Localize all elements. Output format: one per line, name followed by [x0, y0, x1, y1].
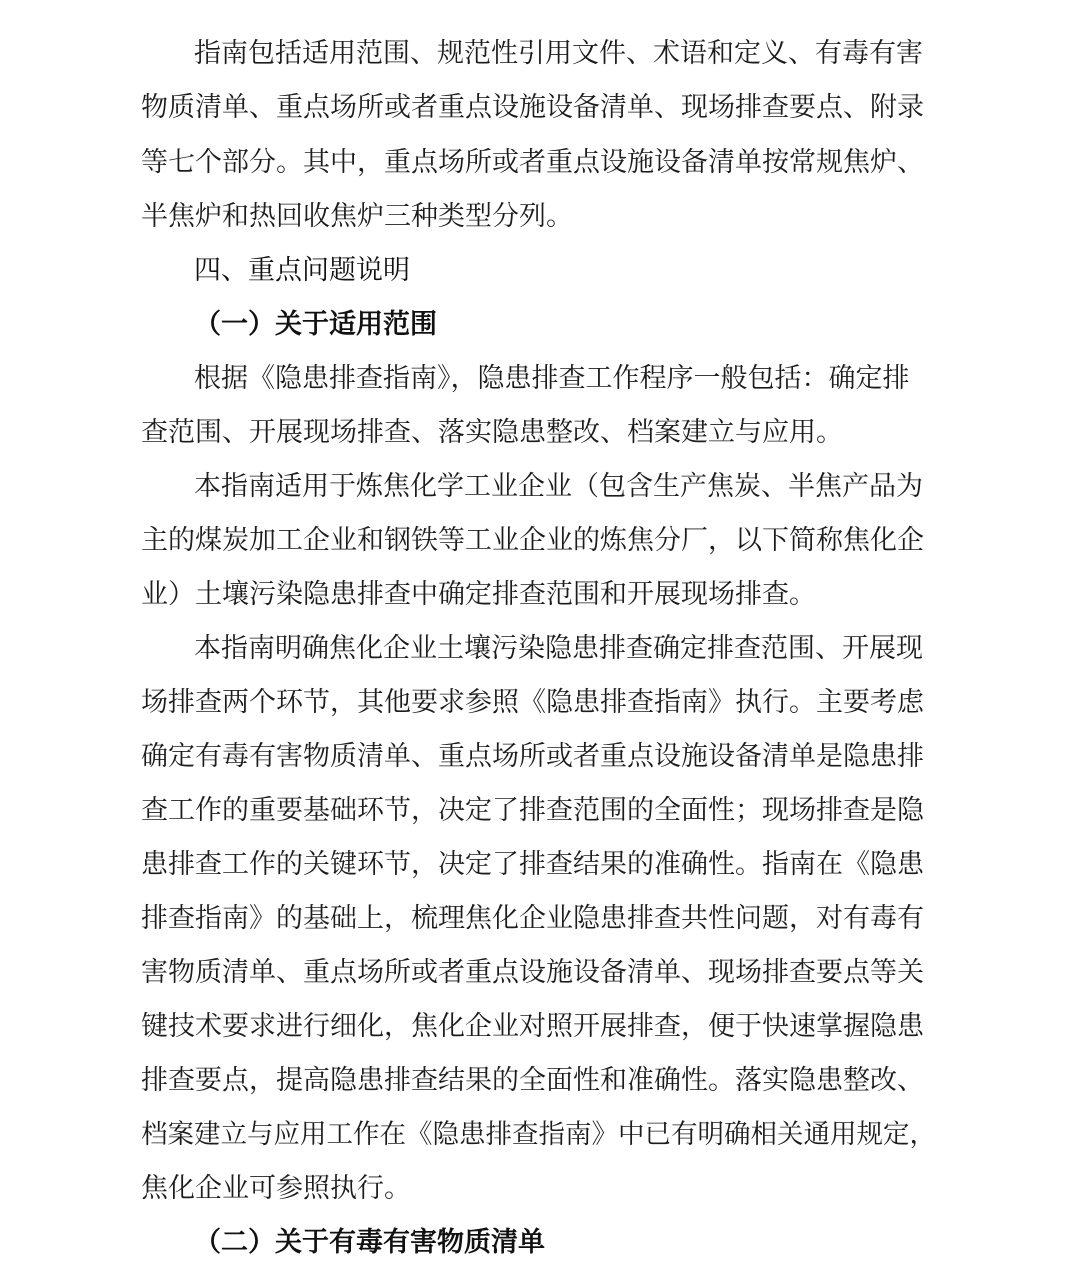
paragraph-line-4-10: 档案建立与应用工作在《隐患排查指南》中已有明确相关通用规定， — [141, 1119, 936, 1150]
paragraph-line-4-11: 焦化企业可参照执行。 — [141, 1173, 411, 1204]
paragraph-line-4-9: 排查要点，提高隐患排查结果的全面性和准确性。落实隐患整改、 — [141, 1065, 924, 1096]
paragraph-line-4-1: 本指南明确焦化企业土壤污染隐患排查确定排查范围、开展现 — [194, 633, 923, 664]
paragraph-line-2-1: 根据《隐患排查指南》，隐患排查工作程序一般包括：确定排 — [194, 363, 910, 394]
section-heading: 四、重点问题说明 — [194, 255, 410, 286]
paragraph-line-3-3: 业）土壤污染隐患排查中确定排查范围和开展现场排查。 — [141, 579, 816, 610]
paragraph-line-4-4: 查工作的重要基础环节，决定了排查范围的全面性；现场排查是隐 — [141, 795, 924, 826]
paragraph-line-4-6: 排查指南》的基础上，梳理焦化企业隐患排查共性问题，对有毒有 — [141, 903, 924, 934]
paragraph-line-1-2: 物质清单、重点场所或者重点设施设备清单、现场排查要点、附录 — [141, 92, 924, 123]
paragraph-line-4-7: 害物质清单、重点场所或者重点设施设备清单、现场排查要点等关 — [141, 957, 924, 988]
paragraph-line-4-5: 患排查工作的关键环节，决定了排查结果的准确性。指南在《隐患 — [141, 849, 924, 880]
paragraph-line-1-1: 指南包括适用范围、规范性引用文件、术语和定义、有毒有害 — [194, 38, 923, 69]
paragraph-line-3-2: 主的煤炭加工企业和钢铁等工业企业的炼焦分厂，以下简称焦化企 — [141, 525, 924, 556]
paragraph-line-1-3: 等七个部分。其中，重点场所或者重点设施设备清单按常规焦炉、 — [141, 147, 924, 178]
subsection-heading-1: （一）关于适用范围 — [194, 309, 437, 340]
paragraph-line-3-1: 本指南适用于炼焦化学工业企业（包含生产焦炭、半焦产品为 — [194, 471, 923, 502]
paragraph-line-1-4: 半焦炉和热回收焦炉三种类型分列。 — [141, 201, 573, 232]
subsection-heading-2: （二）关于有毒有害物质清单 — [194, 1227, 545, 1258]
paragraph-line-4-2: 场排查两个环节，其他要求参照《隐患排查指南》执行。主要考虑 — [141, 687, 924, 718]
paragraph-line-2-2: 查范围、开展现场排查、落实隐患整改、档案建立与应用。 — [141, 417, 843, 448]
paragraph-line-4-8: 键技术要求进行细化，焦化企业对照开展排查，便于快速掌握隐患 — [141, 1011, 924, 1042]
paragraph-line-4-3: 确定有毒有害物质清单、重点场所或者重点设施设备清单是隐患排 — [141, 741, 924, 772]
